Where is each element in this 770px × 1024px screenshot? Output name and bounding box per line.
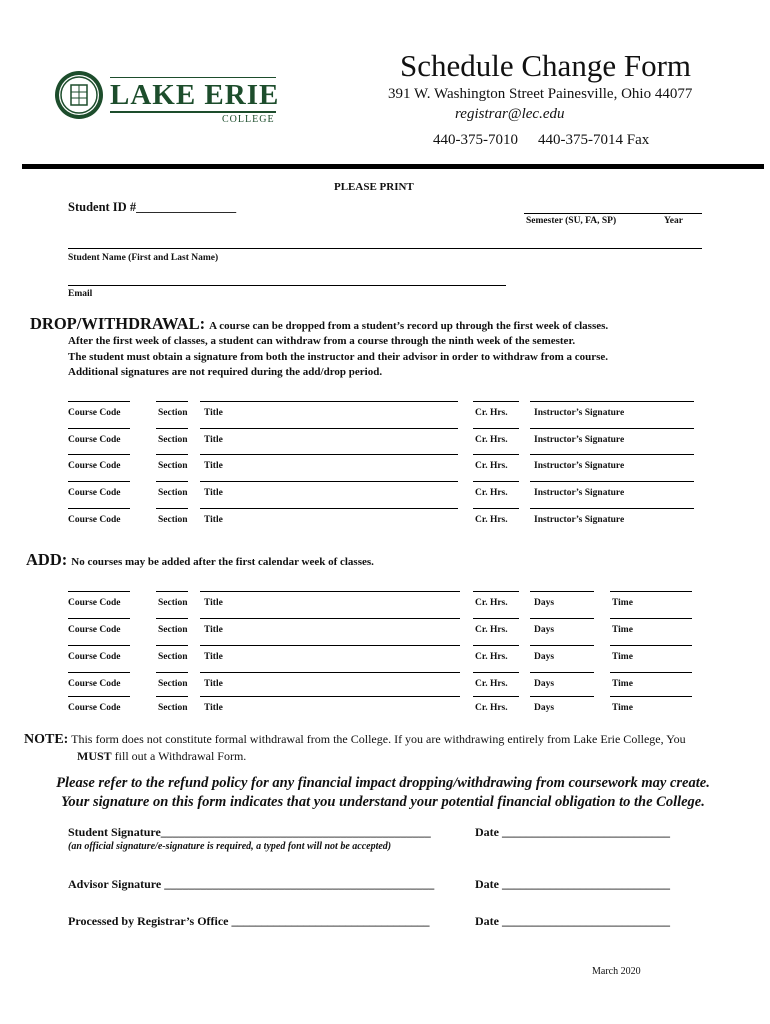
drop-section-input[interactable] — [156, 481, 188, 482]
add-days-input[interactable] — [530, 645, 594, 646]
registrar-signature-field[interactable]: Processed by Registrar’s Office _________________________________ — [68, 914, 430, 928]
logo-bottom-rule — [110, 111, 276, 113]
add-course-code-input[interactable] — [68, 591, 130, 592]
add-cr-hrs-input[interactable] — [473, 696, 519, 697]
add-course-code-label: Course Code — [68, 652, 121, 662]
drop-course-code-input[interactable] — [68, 481, 130, 482]
drop-section-input[interactable] — [156, 454, 188, 455]
fax-number: 440-375-7014 Fax — [538, 132, 650, 148]
add-time-label: Time — [612, 703, 633, 713]
drop-cr-hrs-label: Cr. Hrs. — [475, 488, 508, 498]
add-section-input[interactable] — [156, 618, 188, 619]
add-cr-hrs-label: Cr. Hrs. — [475, 703, 508, 713]
add-days-input[interactable] — [530, 672, 594, 673]
add-section-label: Section — [158, 652, 188, 662]
add-days-label: Days — [534, 679, 555, 689]
email-label: Email — [68, 289, 93, 299]
drop-cr-hrs-input[interactable] — [473, 454, 519, 455]
phone-number: 440-375-7010 — [433, 132, 518, 148]
drop-cr-hrs-input[interactable] — [473, 401, 519, 402]
add-days-label: Days — [534, 625, 555, 635]
drop-signature-input[interactable] — [530, 508, 694, 509]
drop-title-input[interactable] — [200, 401, 458, 402]
drop-signature-input[interactable] — [530, 481, 694, 482]
drop-cr-hrs-label: Cr. Hrs. — [475, 515, 508, 525]
drop-signature-input[interactable] — [530, 401, 694, 402]
drop-instruction-line: The student must obtain a signature from both the instructor and their advisor in order to withdraw from a course. — [68, 350, 609, 363]
add-section-label: Section — [158, 625, 188, 635]
add-title-label: Title — [204, 598, 223, 608]
add-time-input[interactable] — [610, 696, 692, 697]
add-course-code-input[interactable] — [68, 696, 130, 697]
add-title-input[interactable] — [200, 591, 460, 592]
add-section-label: Section — [158, 703, 188, 713]
note-text-2: fill out a Withdrawal Form. — [114, 749, 247, 763]
add-course-code-label: Course Code — [68, 703, 121, 713]
add-days-input[interactable] — [530, 591, 594, 592]
add-cr-hrs-input[interactable] — [473, 591, 519, 592]
add-course-code-input[interactable] — [68, 618, 130, 619]
add-time-label: Time — [612, 679, 633, 689]
add-time-label: Time — [612, 625, 633, 635]
add-course-code-label: Course Code — [68, 679, 121, 689]
drop-section-label: Section — [158, 461, 188, 471]
note-label: NOTE: — [24, 732, 69, 747]
add-time-input[interactable] — [610, 591, 692, 592]
drop-course-code-label: Course Code — [68, 515, 121, 525]
refund-line: Your signature on this form indicates that you understand your potential financial obligation to the College. — [61, 794, 705, 810]
drop-instruction-line: Additional signatures are not required during the add/drop period. — [68, 366, 383, 378]
refund-notice — [18, 774, 748, 812]
logo-subtitle: COLLEGE — [222, 114, 275, 125]
add-days-input[interactable] — [530, 696, 594, 697]
drop-signature-label: Instructor’s Signature — [534, 488, 625, 498]
drop-title-input[interactable] — [200, 454, 458, 455]
semester-label: Semester (SU, FA, SP) — [526, 216, 617, 226]
add-section-input[interactable] — [156, 645, 188, 646]
drop-title-label: Title — [204, 461, 223, 471]
add-title-input[interactable] — [200, 618, 460, 619]
add-time-input[interactable] — [610, 672, 692, 673]
drop-section-input[interactable] — [156, 401, 188, 402]
add-cr-hrs-label: Cr. Hrs. — [475, 598, 508, 608]
add-title-label: Title — [204, 703, 223, 713]
drop-signature-label: Instructor’s Signature — [534, 461, 625, 471]
add-days-label: Days — [534, 703, 555, 713]
drop-cr-hrs-label: Cr. Hrs. — [475, 408, 508, 418]
note-must: MUST — [77, 749, 112, 763]
drop-cr-hrs-label: Cr. Hrs. — [475, 461, 508, 471]
add-title-label: Title — [204, 679, 223, 689]
college-seal-icon — [54, 70, 104, 120]
please-print: PLEASE PRINT — [334, 181, 414, 193]
drop-course-code-input[interactable] — [68, 428, 130, 429]
note-block — [24, 731, 764, 748]
drop-title-label: Title — [204, 435, 223, 445]
drop-cr-hrs-input[interactable] — [473, 481, 519, 482]
drop-title-input[interactable] — [200, 508, 458, 509]
note-line-2 — [77, 748, 246, 765]
drop-title-label: Title — [204, 515, 223, 525]
logo-top-rule — [110, 77, 276, 78]
drop-section-label: Section — [158, 488, 188, 498]
add-cr-hrs-input[interactable] — [473, 645, 519, 646]
add-title-input[interactable] — [200, 645, 460, 646]
drop-cr-hrs-input[interactable] — [473, 428, 519, 429]
drop-section-input[interactable] — [156, 428, 188, 429]
drop-course-code-input[interactable] — [68, 454, 130, 455]
drop-instruction-line: After the first week of classes, a student can withdraw from a course through the ninth week of the semester. — [68, 335, 576, 347]
drop-instructions — [68, 334, 608, 381]
note-text: This form does not constitute formal withdrawal from the College. If you are withdrawing entirely from Lake Erie College, You — [71, 732, 686, 746]
drop-cr-hrs-label: Cr. Hrs. — [475, 435, 508, 445]
add-days-input[interactable] — [530, 618, 594, 619]
semester-year-line[interactable] — [524, 213, 702, 214]
student-name-line[interactable] — [68, 248, 702, 249]
add-section-label: Section — [158, 598, 188, 608]
add-section-input[interactable] — [156, 696, 188, 697]
drop-title-input[interactable] — [200, 428, 458, 429]
drop-cr-hrs-input[interactable] — [473, 508, 519, 509]
drop-signature-input[interactable] — [530, 428, 694, 429]
drop-heading-row — [30, 314, 608, 334]
drop-section-input[interactable] — [156, 508, 188, 509]
add-time-label: Time — [612, 598, 633, 608]
add-cr-hrs-label: Cr. Hrs. — [475, 625, 508, 635]
add-course-code-input[interactable] — [68, 645, 130, 646]
drop-course-code-label: Course Code — [68, 488, 121, 498]
add-days-label: Days — [534, 652, 555, 662]
add-title-label: Title — [204, 652, 223, 662]
registrar-email[interactable]: registrar@lec.edu — [455, 106, 565, 122]
drop-title-label: Title — [204, 408, 223, 418]
add-heading-row — [26, 550, 374, 570]
drop-course-code-input[interactable] — [68, 401, 130, 402]
drop-section-label: Section — [158, 408, 188, 418]
drop-signature-label: Instructor’s Signature — [534, 435, 625, 445]
revision-date: March 2020 — [592, 966, 641, 977]
advisor-date-field[interactable]: Date ____________________________ — [475, 877, 670, 891]
header-divider — [22, 164, 764, 169]
refund-line: Please refer to the refund policy for any financial impact dropping/withdrawing from coursework may create. — [56, 775, 710, 791]
drop-heading: DROP/WITHDRAWAL: — [30, 314, 206, 333]
add-time-input[interactable] — [610, 618, 692, 619]
signature-requirement-note: (an official signature/e-signature is required, a typed font will not be accepted) — [68, 841, 392, 852]
student-signature-field[interactable]: Student Signature_____________________________________________ — [68, 825, 431, 839]
add-title-input[interactable] — [200, 672, 460, 673]
add-days-label: Days — [534, 598, 555, 608]
add-cr-hrs-label: Cr. Hrs. — [475, 652, 508, 662]
add-heading-note: No courses may be added after the first calendar week of classes. — [71, 556, 374, 568]
drop-signature-input[interactable] — [530, 454, 694, 455]
student-id-field[interactable]: Student ID #________________ — [68, 200, 237, 214]
add-section-input[interactable] — [156, 672, 188, 673]
add-section-label: Section — [158, 679, 188, 689]
add-heading: ADD: — [26, 550, 68, 569]
drop-course-code-label: Course Code — [68, 408, 121, 418]
add-course-code-input[interactable] — [68, 672, 130, 673]
drop-signature-label: Instructor’s Signature — [534, 408, 625, 418]
add-time-label: Time — [612, 652, 633, 662]
drop-heading-note: A course can be dropped from a student’s record up through the first week of classes. — [209, 320, 609, 332]
drop-title-input[interactable] — [200, 481, 458, 482]
student-name-label: Student Name (First and Last Name) — [68, 253, 219, 263]
address: 391 W. Washington Street Painesville, Ohio 44077 — [388, 86, 693, 102]
student-date-field[interactable]: Date ____________________________ — [475, 825, 670, 839]
add-section-input[interactable] — [156, 591, 188, 592]
add-course-code-label: Course Code — [68, 598, 121, 608]
form-title: Schedule Change Form — [400, 48, 692, 83]
advisor-signature-field[interactable]: Advisor Signature _____________________________________________ — [68, 877, 435, 891]
add-cr-hrs-input[interactable] — [473, 618, 519, 619]
add-title-label: Title — [204, 625, 223, 635]
add-course-code-label: Course Code — [68, 625, 121, 635]
drop-section-label: Section — [158, 435, 188, 445]
add-cr-hrs-input[interactable] — [473, 672, 519, 673]
email-line[interactable] — [68, 285, 506, 286]
add-time-input[interactable] — [610, 645, 692, 646]
drop-signature-label: Instructor’s Signature — [534, 515, 625, 525]
logo-name: LAKE ERIE — [110, 79, 280, 111]
drop-course-code-label: Course Code — [68, 461, 121, 471]
add-title-input[interactable] — [200, 696, 460, 697]
drop-title-label: Title — [204, 488, 223, 498]
drop-course-code-input[interactable] — [68, 508, 130, 509]
add-cr-hrs-label: Cr. Hrs. — [475, 679, 508, 689]
registrar-date-field[interactable]: Date ____________________________ — [475, 914, 670, 928]
drop-section-label: Section — [158, 515, 188, 525]
drop-course-code-label: Course Code — [68, 435, 121, 445]
year-label: Year — [664, 216, 683, 226]
